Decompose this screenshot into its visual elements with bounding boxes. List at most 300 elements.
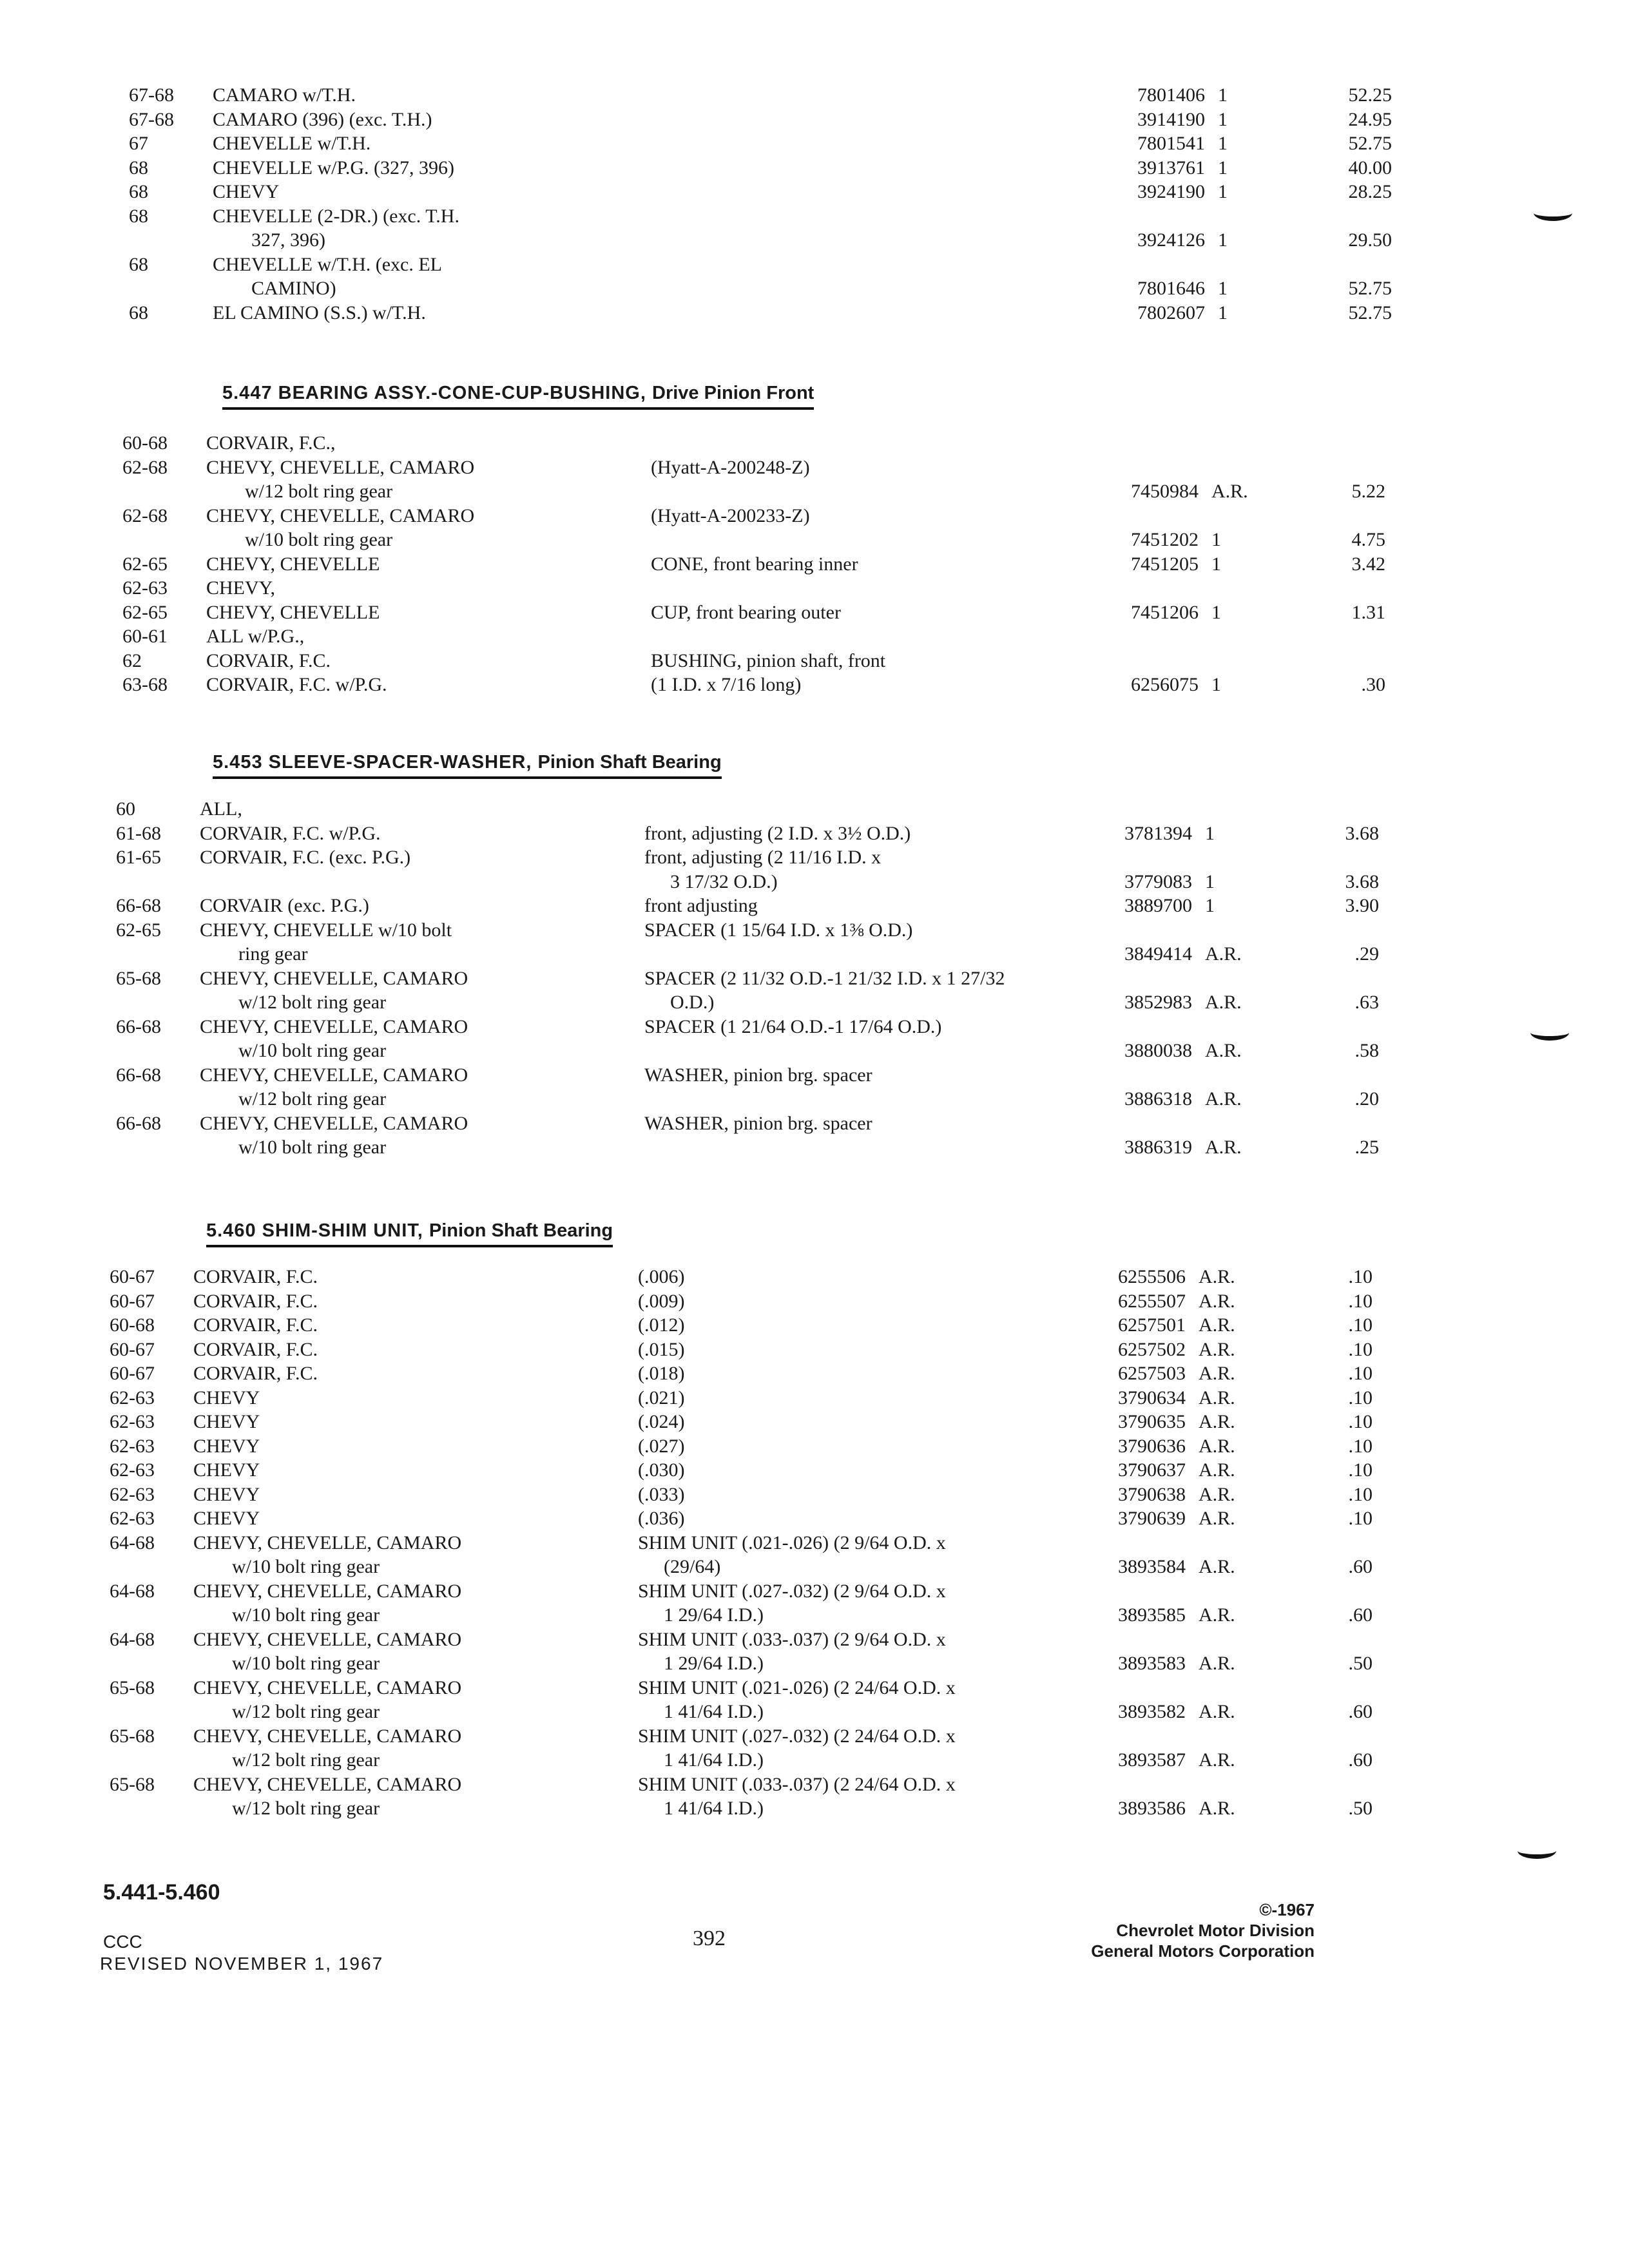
row-model: CORVAIR, F.C. bbox=[193, 1290, 318, 1312]
row-description-continued: 1 29/64 I.D.) bbox=[664, 1604, 764, 1626]
row-part-number: 3790639 bbox=[1118, 1508, 1186, 1529]
table-row bbox=[116, 821, 1379, 847]
row-model: CHEVELLE w/T.H. (exc. EL bbox=[213, 253, 443, 275]
row-part-number: 7802607 bbox=[1137, 302, 1205, 323]
row-years: 60-68 bbox=[110, 1314, 155, 1336]
table-row bbox=[122, 648, 1295, 674]
row-price: .50 bbox=[1348, 1798, 1373, 1819]
row-description: SPACER (1 21/64 O.D.-1 17/64 O.D.) bbox=[644, 1015, 942, 1037]
row-years: 62 bbox=[122, 649, 142, 671]
table-row bbox=[122, 552, 1385, 577]
row-price: 52.75 bbox=[1348, 278, 1392, 299]
row-quantity: A.R. bbox=[1199, 1653, 1235, 1674]
row-quantity: A.R. bbox=[1199, 1483, 1235, 1505]
row-model: CHEVY bbox=[193, 1411, 260, 1432]
row-quantity: A.R. bbox=[1211, 481, 1248, 502]
row-description: (.030) bbox=[638, 1459, 685, 1481]
row-price: .60 bbox=[1348, 1749, 1373, 1771]
row-model-continued: w/12 bolt ring gear bbox=[238, 992, 387, 1013]
row-years: 60-67 bbox=[110, 1290, 155, 1312]
table-row bbox=[110, 1385, 1373, 1411]
row-model: CHEVY, bbox=[206, 577, 275, 599]
table-row bbox=[116, 1062, 1289, 1088]
row-model: CORVAIR, F.C. bbox=[193, 1338, 318, 1360]
row-quantity: 1 bbox=[1218, 108, 1228, 130]
table-row-continuation bbox=[116, 1038, 1379, 1064]
row-description: SHIM UNIT (.021-.026) (2 9/64 O.D. x bbox=[638, 1532, 946, 1553]
table-row bbox=[122, 672, 1385, 698]
row-years: 60-67 bbox=[110, 1363, 155, 1384]
table-row bbox=[110, 1434, 1373, 1459]
table-row-continuation bbox=[110, 1747, 1373, 1773]
row-part-number: 3913761 bbox=[1137, 157, 1205, 178]
row-description: CUP, front bearing outer bbox=[651, 601, 841, 623]
row-model: CHEVY bbox=[193, 1508, 260, 1529]
row-quantity: A.R. bbox=[1199, 1508, 1235, 1529]
row-price: .60 bbox=[1348, 1604, 1373, 1626]
table-row bbox=[110, 1289, 1373, 1314]
row-model: ALL, bbox=[200, 798, 242, 820]
table-row bbox=[129, 204, 1302, 229]
row-years: 62-63 bbox=[110, 1459, 155, 1481]
row-part-number: 3880038 bbox=[1124, 1040, 1192, 1061]
table-row-continuation bbox=[110, 1796, 1373, 1821]
table-row bbox=[110, 1724, 1282, 1749]
row-model-continued: w/10 bolt ring gear bbox=[232, 1556, 380, 1577]
row-description: (.036) bbox=[638, 1508, 685, 1529]
table-row bbox=[110, 1264, 1373, 1290]
table-row-continuation bbox=[116, 990, 1379, 1015]
row-description: SHIM UNIT (.027-.032) (2 9/64 O.D. x bbox=[638, 1580, 946, 1602]
row-part-number: 3849414 bbox=[1124, 943, 1192, 965]
row-quantity: A.R. bbox=[1199, 1387, 1235, 1408]
row-description-continued: 1 41/64 I.D.) bbox=[664, 1749, 764, 1771]
row-description-continued: 1 41/64 I.D.) bbox=[664, 1798, 764, 1819]
row-quantity: A.R. bbox=[1205, 943, 1242, 965]
row-part-number: 3893585 bbox=[1118, 1604, 1186, 1626]
table-row bbox=[110, 1579, 1282, 1604]
row-years: 62-63 bbox=[110, 1483, 155, 1505]
table-row bbox=[110, 1337, 1373, 1363]
table-row-continuation bbox=[122, 527, 1385, 553]
footer-revised-date: REVISED NOVEMBER 1, 1967 bbox=[100, 1954, 384, 1974]
section-heading-5-453 bbox=[213, 749, 722, 779]
row-quantity: A.R. bbox=[1199, 1314, 1235, 1336]
table-row-continuation bbox=[122, 479, 1385, 505]
table-row bbox=[116, 966, 1289, 992]
table-row bbox=[129, 300, 1392, 326]
row-price: .25 bbox=[1354, 1137, 1379, 1158]
row-years: 68 bbox=[129, 157, 148, 178]
section-title: 5.460 SHIM-SHIM UNIT, bbox=[206, 1220, 423, 1241]
row-years: 62-63 bbox=[110, 1508, 155, 1529]
margin-mark bbox=[1534, 205, 1572, 221]
row-model: CHEVY, CHEVELLE, CAMARO bbox=[200, 1064, 468, 1086]
row-quantity: 1 bbox=[1211, 601, 1221, 623]
row-quantity: 1 bbox=[1218, 181, 1228, 202]
row-years: 62-68 bbox=[122, 456, 168, 478]
copyright-year: ©-1967 bbox=[1259, 1900, 1315, 1919]
table-row bbox=[110, 1675, 1282, 1701]
row-description: (.027) bbox=[638, 1435, 685, 1457]
table-row bbox=[122, 455, 1295, 481]
table-row bbox=[116, 1111, 1289, 1137]
row-years: 62-65 bbox=[122, 553, 168, 575]
row-years: 65-68 bbox=[110, 1725, 155, 1747]
margin-mark bbox=[1530, 1024, 1569, 1041]
table-row bbox=[129, 252, 1302, 278]
table-row-continuation bbox=[110, 1554, 1373, 1580]
table-row bbox=[129, 82, 1392, 108]
row-price: .60 bbox=[1348, 1556, 1373, 1577]
row-part-number: 3893587 bbox=[1118, 1749, 1186, 1771]
row-model: CHEVY, CHEVELLE, CAMARO bbox=[200, 1015, 468, 1037]
row-quantity: 1 bbox=[1218, 133, 1228, 154]
row-model: CORVAIR, F.C. w/P.G. bbox=[200, 822, 381, 844]
table-row bbox=[122, 575, 1295, 601]
row-quantity: 1 bbox=[1218, 84, 1228, 106]
row-part-number: 7450984 bbox=[1131, 481, 1199, 502]
table-row bbox=[110, 1361, 1373, 1387]
row-part-number: 6256075 bbox=[1131, 674, 1199, 695]
row-quantity: A.R. bbox=[1199, 1604, 1235, 1626]
table-row bbox=[110, 1409, 1373, 1435]
row-price: 4.75 bbox=[1351, 529, 1385, 550]
row-part-number: 3893582 bbox=[1118, 1701, 1186, 1722]
row-description: front adjusting bbox=[644, 895, 758, 916]
row-years: 62-63 bbox=[110, 1411, 155, 1432]
row-model: CHEVELLE w/P.G. (327, 396) bbox=[213, 157, 454, 178]
row-model: CHEVY, CHEVELLE, CAMARO bbox=[200, 967, 468, 989]
row-quantity: A.R. bbox=[1205, 1088, 1242, 1110]
row-description: (.009) bbox=[638, 1290, 685, 1312]
row-model: CHEVY, CHEVELLE, CAMARO bbox=[193, 1580, 462, 1602]
row-model: CORVAIR, F.C. bbox=[193, 1266, 318, 1287]
row-model-continued: w/10 bolt ring gear bbox=[232, 1604, 380, 1626]
row-description: SHIM UNIT (.033-.037) (2 24/64 O.D. x bbox=[638, 1773, 956, 1795]
corporation-name: General Motors Corporation bbox=[1091, 1941, 1315, 1961]
row-description-continued: (29/64) bbox=[664, 1556, 721, 1577]
table-row bbox=[110, 1482, 1373, 1508]
row-price: 52.75 bbox=[1348, 302, 1392, 323]
section-subtitle: Pinion Shaft Bearing bbox=[537, 752, 722, 773]
row-model-continued: w/12 bolt ring gear bbox=[232, 1701, 380, 1722]
row-part-number: 3889700 bbox=[1124, 895, 1192, 916]
row-quantity: A.R. bbox=[1199, 1459, 1235, 1481]
row-quantity: 1 bbox=[1205, 895, 1215, 916]
row-model: CHEVY bbox=[193, 1387, 260, 1408]
table-row bbox=[122, 600, 1385, 626]
section-heading-5-447 bbox=[222, 380, 814, 410]
row-model: CHEVY bbox=[193, 1459, 260, 1481]
row-quantity: A.R. bbox=[1199, 1749, 1235, 1771]
row-price: 3.90 bbox=[1345, 895, 1379, 916]
row-part-number: 3924126 bbox=[1137, 229, 1205, 251]
row-quantity: 1 bbox=[1211, 674, 1221, 695]
row-model-continued: w/12 bolt ring gear bbox=[238, 1088, 387, 1110]
row-quantity: A.R. bbox=[1199, 1701, 1235, 1722]
row-price: .58 bbox=[1354, 1040, 1379, 1061]
row-part-number: 7451205 bbox=[1131, 553, 1199, 575]
row-quantity: A.R. bbox=[1205, 1137, 1242, 1158]
row-model: CORVAIR, F.C., bbox=[206, 432, 336, 454]
row-description: (Hyatt-A-200233-Z) bbox=[651, 505, 810, 526]
row-description: (.015) bbox=[638, 1338, 685, 1360]
row-part-number: 7801646 bbox=[1137, 278, 1205, 299]
row-price: 52.75 bbox=[1348, 133, 1392, 154]
row-description: front, adjusting (2 I.D. x 3½ O.D.) bbox=[644, 822, 911, 844]
row-part-number: 3790638 bbox=[1118, 1483, 1186, 1505]
table-row-continuation bbox=[129, 276, 1392, 302]
row-part-number: 7801406 bbox=[1137, 84, 1205, 106]
row-description: SPACER (1 15/64 I.D. x 1⅜ O.D.) bbox=[644, 919, 913, 941]
row-model-continued: w/10 bolt ring gear bbox=[238, 1040, 387, 1061]
table-row bbox=[122, 624, 1295, 649]
row-description: (.033) bbox=[638, 1483, 685, 1505]
row-model-continued: w/10 bolt ring gear bbox=[245, 529, 393, 550]
row-price: 52.25 bbox=[1348, 84, 1392, 106]
row-part-number: 3790636 bbox=[1118, 1435, 1186, 1457]
row-part-number: 7451206 bbox=[1131, 601, 1199, 623]
row-model: CORVAIR, F.C. bbox=[193, 1363, 318, 1384]
row-years: 61-65 bbox=[116, 847, 161, 868]
row-price: 5.22 bbox=[1351, 481, 1385, 502]
row-description: BUSHING, pinion shaft, front bbox=[651, 649, 886, 671]
row-years: 61-68 bbox=[116, 822, 161, 844]
row-price: .10 bbox=[1348, 1290, 1373, 1312]
row-part-number: 3914190 bbox=[1137, 108, 1205, 130]
section-title: 5.453 SLEEVE-SPACER-WASHER, bbox=[213, 752, 532, 773]
row-part-number: 3893584 bbox=[1118, 1556, 1186, 1577]
row-years: 60 bbox=[116, 798, 135, 820]
row-part-number: 7451202 bbox=[1131, 529, 1199, 550]
row-part-number: 7801541 bbox=[1137, 133, 1205, 154]
row-model-continued: w/12 bolt ring gear bbox=[232, 1749, 380, 1771]
row-years: 60-67 bbox=[110, 1338, 155, 1360]
table-row bbox=[116, 845, 1289, 870]
row-model: CHEVY, CHEVELLE, CAMARO bbox=[193, 1725, 462, 1747]
row-description: SHIM UNIT (.033-.037) (2 9/64 O.D. x bbox=[638, 1628, 946, 1650]
row-part-number: 6257501 bbox=[1118, 1314, 1186, 1336]
row-years: 62-63 bbox=[110, 1435, 155, 1457]
table-row bbox=[110, 1627, 1282, 1653]
row-years: 62-65 bbox=[116, 919, 161, 941]
row-description: SHIM UNIT (.021-.026) (2 24/64 O.D. x bbox=[638, 1677, 956, 1698]
table-row bbox=[129, 107, 1392, 133]
row-model-continued: ring gear bbox=[238, 943, 308, 965]
table-row bbox=[129, 179, 1392, 205]
row-description: (.012) bbox=[638, 1314, 685, 1336]
row-description: CONE, front bearing inner bbox=[651, 553, 858, 575]
row-years: 66-68 bbox=[116, 1064, 161, 1086]
row-quantity: A.R. bbox=[1199, 1363, 1235, 1384]
division-name: Chevrolet Motor Division bbox=[1116, 1921, 1315, 1940]
row-years: 66-68 bbox=[116, 1015, 161, 1037]
row-quantity: 1 bbox=[1205, 870, 1215, 892]
row-model-continued: w/10 bolt ring gear bbox=[238, 1137, 387, 1158]
row-model: CHEVY, CHEVELLE w/10 bolt bbox=[200, 919, 452, 941]
row-quantity: A.R. bbox=[1199, 1411, 1235, 1432]
row-description: (Hyatt-A-200248-Z) bbox=[651, 456, 810, 478]
row-model: CHEVY, CHEVELLE, CAMARO bbox=[193, 1532, 462, 1553]
row-price: 29.50 bbox=[1348, 229, 1392, 251]
row-price: .10 bbox=[1348, 1459, 1373, 1481]
row-years: 60-68 bbox=[122, 432, 168, 454]
row-model: CORVAIR, F.C. (exc. P.G.) bbox=[200, 847, 411, 868]
row-model: CHEVELLE (2-DR.) (exc. T.H. bbox=[213, 205, 459, 227]
row-price: 3.68 bbox=[1345, 822, 1379, 844]
table-row bbox=[110, 1530, 1282, 1556]
row-price: .20 bbox=[1354, 1088, 1379, 1110]
table-row bbox=[110, 1312, 1373, 1338]
row-years: 64-68 bbox=[110, 1580, 155, 1602]
row-quantity: A.R. bbox=[1199, 1266, 1235, 1287]
table-row-continuation bbox=[110, 1699, 1373, 1725]
row-model: CAMARO (396) (exc. T.H.) bbox=[213, 108, 432, 130]
row-model: ALL w/P.G., bbox=[206, 626, 305, 647]
row-model: CHEVY, CHEVELLE, CAMARO bbox=[200, 1112, 468, 1134]
row-price: .10 bbox=[1348, 1508, 1373, 1529]
row-years: 64-68 bbox=[110, 1532, 155, 1553]
row-model: CORVAIR (exc. P.G.) bbox=[200, 895, 369, 916]
row-model: CHEVY, CHEVELLE, CAMARO bbox=[193, 1773, 462, 1795]
row-model-continued: 327, 396) bbox=[251, 229, 325, 251]
row-quantity: 1 bbox=[1218, 278, 1228, 299]
table-row bbox=[129, 131, 1392, 157]
row-quantity: 1 bbox=[1211, 553, 1221, 575]
row-part-number: 3779083 bbox=[1124, 870, 1192, 892]
row-quantity: A.R. bbox=[1199, 1290, 1235, 1312]
margin-mark bbox=[1518, 1843, 1556, 1859]
footer-code: CCC bbox=[103, 1932, 142, 1952]
row-description: (.024) bbox=[638, 1411, 685, 1432]
section-heading-5-460 bbox=[206, 1218, 613, 1247]
row-price: .63 bbox=[1354, 992, 1379, 1013]
table-row-continuation bbox=[116, 869, 1379, 895]
row-description: SPACER (2 11/32 O.D.-1 21/32 I.D. x 1 27/32 bbox=[644, 967, 1005, 989]
row-years: 68 bbox=[129, 181, 148, 202]
row-model: CHEVY, CHEVELLE, CAMARO bbox=[206, 456, 475, 478]
table-row bbox=[116, 796, 1289, 822]
table-row-continuation bbox=[116, 1086, 1379, 1112]
row-description: (1 I.D. x 7/16 long) bbox=[651, 674, 802, 695]
row-quantity: A.R. bbox=[1199, 1798, 1235, 1819]
row-price: .10 bbox=[1348, 1314, 1373, 1336]
row-description-continued: 1 29/64 I.D.) bbox=[664, 1653, 764, 1674]
row-part-number: 6255507 bbox=[1118, 1290, 1186, 1312]
page-number: 392 bbox=[693, 1927, 726, 1950]
row-price: .50 bbox=[1348, 1653, 1373, 1674]
row-years: 68 bbox=[129, 205, 148, 227]
row-price: .10 bbox=[1348, 1363, 1373, 1384]
row-description-continued: 3 17/32 O.D.) bbox=[670, 870, 778, 892]
section-subtitle: Pinion Shaft Bearing bbox=[429, 1220, 613, 1241]
row-model: CAMARO w/T.H. bbox=[213, 84, 356, 106]
section-title: 5.447 BEARING ASSY.-CONE-CUP-BUSHING, bbox=[222, 383, 646, 403]
table-row-continuation bbox=[110, 1602, 1373, 1628]
row-model: CORVAIR, F.C. bbox=[193, 1314, 318, 1336]
row-price: .10 bbox=[1348, 1387, 1373, 1408]
table-row bbox=[110, 1506, 1373, 1532]
row-years: 63-68 bbox=[122, 674, 168, 695]
row-quantity: A.R. bbox=[1199, 1556, 1235, 1577]
row-part-number: 6257503 bbox=[1118, 1363, 1186, 1384]
row-model: CHEVY, CHEVELLE, CAMARO bbox=[206, 505, 475, 526]
row-price: 3.68 bbox=[1345, 870, 1379, 892]
row-price: .10 bbox=[1348, 1266, 1373, 1287]
row-years: 66-68 bbox=[116, 1112, 161, 1134]
footer-copyright-block bbox=[1031, 1899, 1315, 1961]
row-years: 62-68 bbox=[122, 505, 168, 526]
row-years: 62-65 bbox=[122, 601, 168, 623]
row-price: 3.42 bbox=[1351, 553, 1385, 575]
row-description: front, adjusting (2 11/16 I.D. x bbox=[644, 847, 882, 868]
row-part-number: 3781394 bbox=[1124, 822, 1192, 844]
row-description-continued: O.D.) bbox=[670, 992, 715, 1013]
row-model: CORVAIR, F.C. bbox=[206, 649, 331, 671]
table-row-continuation bbox=[116, 1135, 1379, 1160]
row-part-number: 3893586 bbox=[1118, 1798, 1186, 1819]
table-row bbox=[110, 1772, 1282, 1798]
row-model: CHEVY, CHEVELLE, CAMARO bbox=[193, 1628, 462, 1650]
table-row bbox=[122, 430, 1295, 456]
table-row bbox=[116, 893, 1379, 919]
row-years: 65-68 bbox=[110, 1773, 155, 1795]
row-part-number: 3886319 bbox=[1124, 1137, 1192, 1158]
row-price: .60 bbox=[1348, 1701, 1373, 1722]
row-part-number: 3790634 bbox=[1118, 1387, 1186, 1408]
table-row-continuation bbox=[116, 941, 1379, 967]
row-part-number: 3790637 bbox=[1118, 1459, 1186, 1481]
row-years: 66-68 bbox=[116, 895, 161, 916]
row-description: WASHER, pinion brg. spacer bbox=[644, 1064, 872, 1086]
row-quantity: 1 bbox=[1218, 302, 1228, 323]
row-model: CHEVY, CHEVELLE bbox=[206, 601, 380, 623]
row-description: (.006) bbox=[638, 1266, 685, 1287]
table-row bbox=[116, 918, 1289, 943]
row-part-number: 6255506 bbox=[1118, 1266, 1186, 1287]
row-model: CHEVY bbox=[193, 1435, 260, 1457]
row-years: 65-68 bbox=[116, 967, 161, 989]
row-years: 64-68 bbox=[110, 1628, 155, 1650]
footer-section-range: 5.441-5.460 bbox=[103, 1880, 220, 1905]
row-model-continued: w/10 bolt ring gear bbox=[232, 1653, 380, 1674]
row-description: WASHER, pinion brg. spacer bbox=[644, 1112, 872, 1134]
row-model-continued: w/12 bolt ring gear bbox=[245, 481, 393, 502]
row-model: EL CAMINO (S.S.) w/T.H. bbox=[213, 302, 426, 323]
row-price: .29 bbox=[1354, 943, 1379, 965]
row-quantity: A.R. bbox=[1199, 1338, 1235, 1360]
row-years: 62-63 bbox=[110, 1387, 155, 1408]
row-quantity: 1 bbox=[1205, 822, 1215, 844]
row-years: 67 bbox=[129, 133, 148, 154]
table-row bbox=[129, 155, 1392, 181]
row-model: CHEVY, CHEVELLE bbox=[206, 553, 380, 575]
row-model: CHEVY bbox=[213, 181, 280, 202]
row-model-continued: w/12 bolt ring gear bbox=[232, 1798, 380, 1819]
row-quantity: 1 bbox=[1218, 229, 1228, 251]
row-description: SHIM UNIT (.027-.032) (2 24/64 O.D. x bbox=[638, 1725, 956, 1747]
row-years: 67-68 bbox=[129, 108, 174, 130]
row-model: CHEVY, CHEVELLE, CAMARO bbox=[193, 1677, 462, 1698]
section-subtitle: Drive Pinion Front bbox=[652, 383, 815, 403]
row-price: 40.00 bbox=[1348, 157, 1392, 178]
row-part-number: 3852983 bbox=[1124, 992, 1192, 1013]
row-part-number: 3790635 bbox=[1118, 1411, 1186, 1432]
row-quantity: 1 bbox=[1218, 157, 1228, 178]
table-row bbox=[110, 1457, 1373, 1483]
row-years: 65-68 bbox=[110, 1677, 155, 1698]
